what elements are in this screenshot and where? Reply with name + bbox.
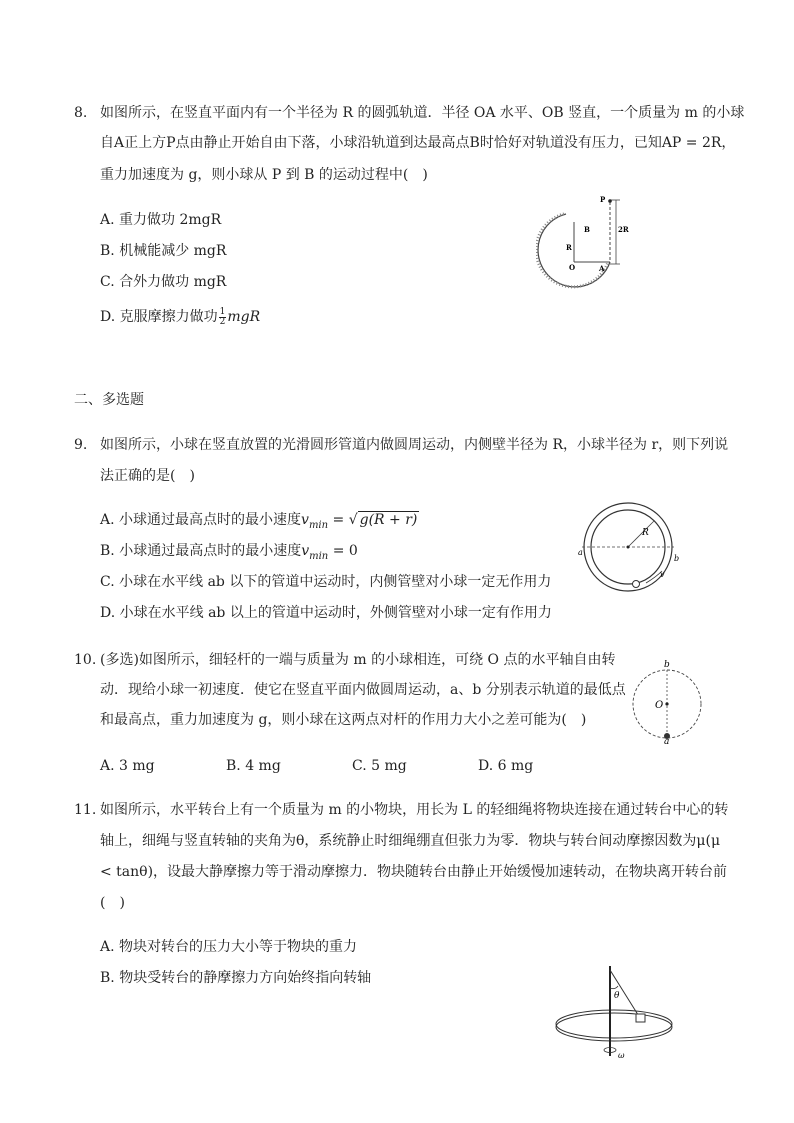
q8-option-c[interactable]: C. 合外力做功 mgR bbox=[100, 274, 227, 290]
q8-option-d[interactable] bbox=[100, 307, 260, 327]
q9-stem-line2: 法正确的是( ) bbox=[100, 468, 195, 484]
q8-number: 8. bbox=[74, 105, 88, 121]
q10-stem-line3: 和最高点，重力加速度为 g，则小球在这两点对杆的作用力大小之差可能为( ) bbox=[100, 712, 587, 728]
q11-fig-label-theta: θ bbox=[614, 991, 620, 1001]
q11-option-a[interactable]: A. 物块对转台的压力大小等于物块的重力 bbox=[100, 939, 358, 955]
q8-option-a[interactable]: A. 重力做功 2mgR bbox=[100, 212, 222, 228]
q10-stem-line1: (多选)如图所示，细轻杆的一端与质量为 m 的小球相连，可绕 O 点的水平轴自由转 bbox=[100, 652, 616, 668]
q11-stem-line4: ( ) bbox=[100, 895, 125, 911]
q8-stem-line3: 重力加速度为 g，则小球从 P 到 B 的运动过程中( ) bbox=[100, 167, 428, 183]
q10-figure bbox=[624, 658, 704, 744]
q8-stem-line2: 自A正上方P点由静止开始自由下落，小球沿轨道到达最高点B时恰好对轨道没有压力，已知AP = 2R， bbox=[100, 135, 736, 151]
q8-fig-label-a: A bbox=[599, 264, 605, 273]
q9-stem-line1: 如图所示，小球在竖直放置的光滑圆形管道内做圆周运动，内侧壁半径为 R，小球半径为 r，则下列说 bbox=[100, 437, 729, 453]
q8-fig-label-p: P bbox=[600, 195, 606, 204]
q9-option-d[interactable]: D. 小球在水平线 ab 以上的管道中运动时，外侧管壁对小球一定有作用力 bbox=[100, 605, 552, 621]
q9-option-c[interactable]: C. 小球在水平线 ab 以下的管道中运动时，内侧管壁对小球一定无作用力 bbox=[100, 574, 552, 590]
q9-fig-label-v: v bbox=[660, 570, 665, 579]
q9-option-b[interactable]: B. 小球通过最高点时的最小速度$v_{min} = 0$ bbox=[100, 543, 358, 562]
q9-fig-label-b: b bbox=[674, 554, 680, 563]
q10-option-d[interactable]: D. 6 mg bbox=[478, 758, 534, 774]
q10-fig-label-o: O bbox=[655, 700, 664, 711]
q10-stem-line2: 动．现给小球一初速度．使它在竖直平面内做圆周运动，a、b 分别表示轨道的最低点 bbox=[100, 682, 626, 698]
q9-number: 9. bbox=[74, 437, 88, 453]
q8-figure bbox=[536, 192, 636, 302]
q8-option-d-suffix: mgR bbox=[227, 309, 261, 325]
q8-fig-label-b: B bbox=[584, 225, 590, 234]
q10-fig-label-a: a bbox=[664, 737, 670, 744]
q10-option-b[interactable]: B. 4 mg bbox=[226, 758, 281, 774]
q10-option-c[interactable]: C. 5 mg bbox=[352, 758, 407, 774]
q11-figure bbox=[552, 964, 682, 1064]
q11-fig-label-omega: ω bbox=[618, 1051, 625, 1060]
q9-fig-label-a: a bbox=[578, 548, 583, 557]
q10-number: 10. bbox=[74, 652, 97, 668]
q9-fig-label-r: R bbox=[642, 528, 649, 538]
q11-option-b[interactable]: B. 物块受转台的静摩擦力方向始终指向转轴 bbox=[100, 970, 372, 986]
q11-number: 11. bbox=[74, 802, 97, 818]
q9-option-a[interactable]: A. 小球通过最高点时的最小速度$v_{min}$ = √ g(R + r) bbox=[100, 512, 418, 531]
q8-option-d-fraction: $\frac{1}{2}$ bbox=[219, 306, 226, 327]
q11-stem-line3: < tanθ)，设最大静摩擦力等于滑动摩擦力．物块随转台由静止开始缓慢加速转动，在物块离开转台前 bbox=[100, 864, 728, 880]
section-title-multiple-choice: 二、多选题 bbox=[74, 392, 144, 408]
q8-fig-label-2r: 2R bbox=[618, 225, 629, 234]
q8-fig-label-r: R bbox=[566, 243, 572, 252]
q8-option-d-prefix: D. 克服摩擦力做功 bbox=[100, 309, 218, 325]
q10-fig-label-b: b bbox=[664, 660, 670, 670]
q9-figure bbox=[578, 497, 688, 597]
q8-stem-line1: 如图所示，在竖直平面内有一个半径为 R 的圆弧轨道．半径 OA 水平、OB 竖直，一个质量为 m 的小球 bbox=[100, 105, 745, 121]
q11-stem-line1: 如图所示，水平转台上有一个质量为 m 的小物块，用长为 L 的轻细绳将物块连接在通过转台中心的转 bbox=[100, 802, 729, 818]
q8-fig-label-o: O bbox=[569, 263, 576, 272]
q11-stem-line2: 轴上，细绳与竖直转轴的夹角为θ，系统静止时细绳绷直但张力为零．物块与转台间动摩擦因数为μ(μ bbox=[100, 833, 721, 849]
q8-option-b[interactable]: B. 机械能减少 mgR bbox=[100, 243, 227, 259]
q10-option-a[interactable]: A. 3 mg bbox=[100, 758, 155, 774]
